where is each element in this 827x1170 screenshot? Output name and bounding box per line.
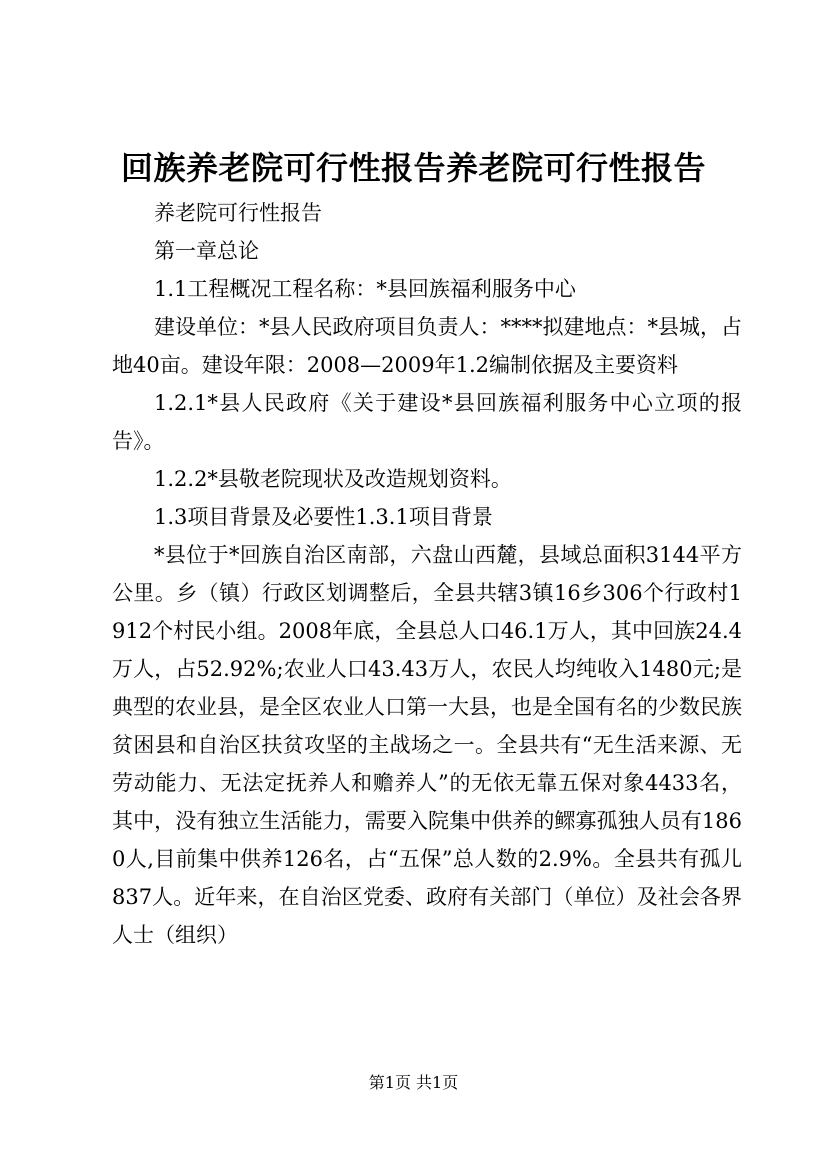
paragraph-basis-2: 1.2.2*县敬老院现状及改造规划资料。 [154,467,512,491]
document-body [112,194,742,954]
paragraph-chapter-heading: 第一章总论 [154,239,259,263]
paragraph-project-overview: 1.1工程概况工程名称：*县回族福利服务中心 [154,277,576,301]
document-title: 回族养老院可行性报告养老院可行性报告 [120,149,706,187]
paragraph-construction-unit: 建设单位：*县人民政府项目负责人：****拟建地点：*县城，占地40亩。建设年限：2008—2009年1.2编制依据及主要资料 [112,315,742,377]
paragraph-background-heading: 1.3项目背景及必要性1.3.1项目背景 [154,505,493,529]
paragraph-background-text: *县位于*回族自治区南部，六盘山西麓，县域总面积3144平方公里。乡（镇）行政区划调整后，全县共辖3镇16乡306个行政村1912个村民小组。2008年底，全县总人口46.1万人，其中回族24.4万人，占52.92%;农业人口43.43万人，农民人均纯收入1480元;是典型的农业县，是全区农业人口第一大县，也是全国有名的少数民族贫困县和自治区扶贫攻坚的主战场之一。全县共有“无生活来源、无劳动能力、无法定抚养人和赡养人”的无依无靠五保对象4433名，其中，没有独立生活能力，需要入院集中供养的鳏寡孤独人员有1860人,目前集中供养126名，占“五保”总人数的2.9%。全县共有孤儿837人。近年来，在自治区党委、政府有关部门（单位）及社会各界人士（组织） [112,543,742,947]
page-footer: 第1页 共1页 [368,1073,459,1092]
paragraph-basis-1: 1.2.1*县人民政府《关于建设*县回族福利服务中心立项的报告》。 [112,391,742,453]
paragraph-subtitle: 养老院可行性报告 [154,201,322,225]
